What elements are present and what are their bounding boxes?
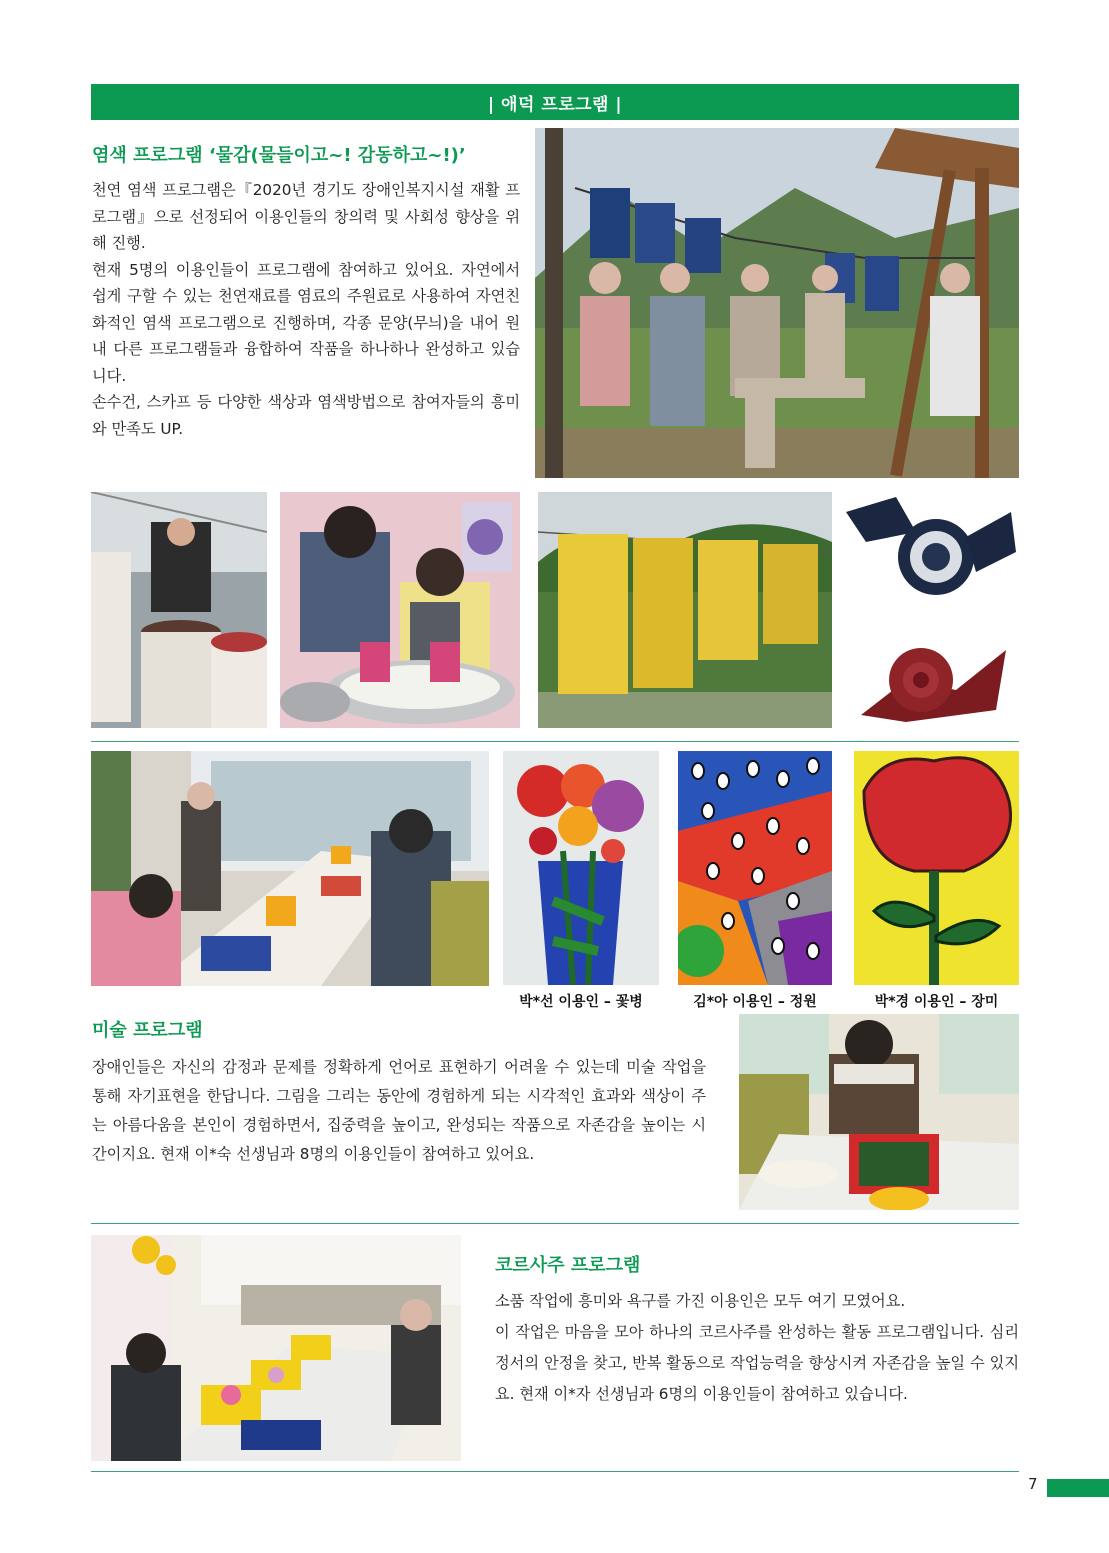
painting-rose — [854, 751, 1019, 985]
dyeing-photo-yellow-cloths — [538, 492, 832, 728]
dyeing-photo-scarf-rose-navy — [846, 492, 1020, 602]
corsage-body — [495, 1286, 1019, 1410]
divider — [91, 1223, 1019, 1224]
caption-vase: 박*선 이용인 – 꽃병 — [519, 994, 643, 1010]
divider — [91, 1471, 1019, 1472]
page-tab — [1047, 1479, 1109, 1497]
art-student-photo — [739, 1014, 1019, 1210]
corsage-paragraph-2: 이 작업은 마음을 모아 하나의 코르사주를 완성하는 활동 프로그램입니다. 심리정서의 안정을 찾고, 반복 활동으로 작업능력을 향상시켜 자존감을 높일 수 있지요. 현재 이*자 선생님과 6명의 이용인들이 참여하고 있습니다. — [495, 1323, 1019, 1403]
art-paragraph: 장애인들은 자신의 감정과 문제를 정확하게 언어로 표현하기 어려울 수 있는데 미술 작업을 통해 자기표현을 한답니다. 그림을 그리는 동안에 경험하게 되는 시각적인 효과와 색상이 주는 아름다움을 본인이 경험하면서, 집중력을 높이고, 완성되는 작품으로 자존감을 높이는 시간이지요. 현재 이*숙 선생님과 8명의 이용인들이 참여하고 있어요. — [92, 1058, 706, 1163]
dyeing-photo-scarf-rose-red — [846, 620, 1020, 728]
dyeing-photo-washing — [280, 492, 520, 728]
art-body — [92, 1053, 706, 1169]
dyeing-title: 염색 프로그램 ‘물감(물들이고~! 감동하고~!)’ — [92, 145, 466, 166]
dyeing-paragraph-1: 천연 염색 프로그램은『2020년 경기도 장애인복지시설 재활 프로그램』으로 선정되어 이용인들의 창의력 및 사회성 향상을 위해 진행. — [92, 181, 520, 252]
dyeing-paragraph-3: 손수건, 스카프 등 다양한 색상과 염색방법으로 참여자들의 흥미와 만족도 UP. — [92, 393, 520, 438]
dyeing-body — [92, 177, 520, 442]
caption-rose: 박*경 이용인 – 장미 — [874, 994, 999, 1010]
page-number: 7 — [1028, 1475, 1038, 1493]
painting-vase — [503, 751, 659, 985]
art-title: 미술 프로그램 — [92, 1020, 203, 1041]
corsage-title: 코르사주 프로그램 — [495, 1255, 641, 1276]
group-photo-outdoor — [535, 128, 1019, 478]
section-header: | 애덕 프로그램 | — [91, 84, 1019, 120]
divider — [91, 741, 1019, 742]
corsage-class-photo — [91, 1235, 461, 1461]
corsage-paragraph-1: 소품 작업에 흥미와 욕구를 가진 이용인은 모두 여기 모였어요. — [495, 1292, 906, 1310]
caption-garden: 김*아 이용인 – 정원 — [693, 994, 817, 1010]
painting-garden — [678, 751, 832, 985]
dyeing-paragraph-2: 현재 5명의 이용인들이 프로그램에 참여하고 있어요. 자연에서 쉽게 구할 수 있는 천연재료를 염료의 주원료로 사용하여 자연친화적인 염색 프로그램으로 진행하며, 각종 문양(무늬)을 내어 원내 다른 프로그램들과 융합하여 작품을 하나하나 완성하고 있습니다. — [92, 260, 520, 385]
art-class-photo — [91, 751, 489, 986]
dyeing-photo-vats — [91, 492, 267, 728]
